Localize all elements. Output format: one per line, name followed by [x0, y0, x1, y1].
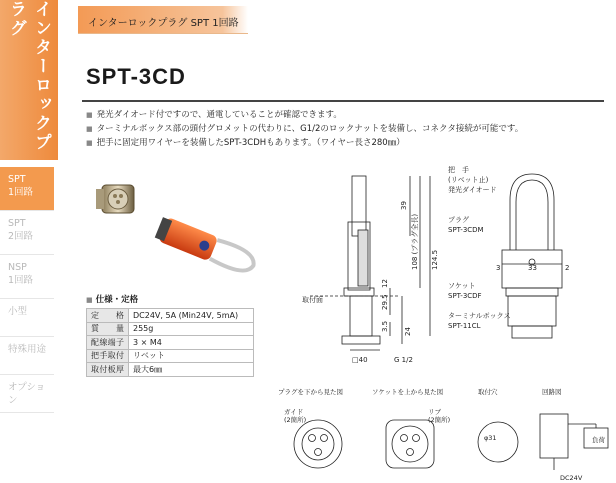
svg-text:把 手: 把 手 [448, 166, 469, 174]
spec-section-title: ■ 仕様・定格 [86, 293, 138, 305]
svg-text:回路図: 回路図 [542, 388, 562, 396]
svg-text:(2箇所): (2箇所) [284, 416, 307, 424]
model-title: SPT-3CD [86, 64, 186, 89]
svg-text:DC24V: DC24V [560, 474, 583, 482]
feature-item: ■ 把手に固定用ワイヤーを装備したSPT-3CDHもあります。（ワイヤー長さ280㎜） [86, 136, 523, 150]
category-vertical-banner [0, 0, 58, 160]
svg-text:33: 33 [528, 264, 537, 272]
technical-drawing [270, 160, 610, 370]
svg-text:□40: □40 [352, 356, 368, 364]
title-divider [82, 100, 604, 102]
feature-item: ■ 発光ダイオード付ですので、通電していることが確認できます。 [86, 108, 523, 122]
svg-text:3: 3 [496, 264, 501, 272]
svg-text:(2箇所): (2箇所) [428, 416, 451, 424]
nav-item-small[interactable]: 小型 [0, 299, 54, 337]
table-row: 取付板厚 最大6㎜ [87, 363, 254, 377]
svg-text:取付面: 取付面 [302, 296, 323, 304]
svg-text:ターミナルボックス: ターミナルボックス [448, 312, 511, 320]
svg-text:SPT-3CDM: SPT-3CDM [448, 226, 484, 234]
table-row: 配線端子 3 × M4 [87, 336, 254, 350]
product-photo [90, 165, 270, 280]
category-vertical-title: インターロックプラグ [6, 0, 51, 152]
svg-text:リブ: リブ [428, 408, 441, 416]
table-row: 把手取付 リベット [87, 349, 254, 363]
drawing-labels [302, 165, 569, 364]
nav-item-option[interactable]: オプション [0, 375, 54, 413]
svg-text:φ31: φ31 [484, 434, 497, 442]
nav-item-special[interactable]: 特殊用途 [0, 337, 54, 375]
svg-text:プラグ: プラグ [448, 216, 469, 224]
svg-text:12: 12 [381, 279, 389, 288]
table-row: 質量 255g [87, 322, 254, 336]
nav-item-spt-1[interactable]: SPT 1回路 [0, 167, 54, 211]
svg-text:ソケット: ソケット [448, 282, 476, 290]
side-navigation [0, 167, 58, 413]
svg-text:39: 39 [400, 201, 408, 210]
header-bar-title: インターロックプラグ SPT 1回路 [88, 18, 239, 29]
svg-text:108 (プラグ全長): 108 (プラグ全長) [411, 213, 419, 270]
svg-text:発光ダイオード: 発光ダイオード [448, 186, 497, 194]
svg-text:124.5: 124.5 [431, 249, 439, 270]
table-row: 定格 DC24V, 5A (Min24V, 5mA) [87, 309, 254, 323]
svg-text:負荷: 負荷 [592, 436, 605, 444]
svg-text:2: 2 [565, 264, 570, 272]
svg-text:ソケットを上から見た図: ソケットを上から見た図 [372, 388, 444, 396]
svg-text:ガイド: ガイド [284, 408, 304, 416]
svg-text:プラグを下から見た図: プラグを下から見た図 [278, 388, 343, 396]
feature-item: ■ ターミナルボックス部の頭付グロメットの代わりに、G1/2のロックナットを装備し、コネクタ接続が可能です。 [86, 122, 523, 136]
svg-text:SPT-3CDF: SPT-3CDF [448, 292, 482, 300]
svg-text:G 1/2: G 1/2 [394, 356, 413, 364]
feature-list [86, 108, 523, 150]
svg-text:取付穴: 取付穴 [478, 388, 498, 396]
svg-text:24: 24 [404, 327, 412, 336]
svg-text:29.5: 29.5 [381, 294, 389, 310]
nav-item-spt-2[interactable]: SPT 2回路 [0, 211, 54, 255]
header-bar [78, 6, 248, 34]
spec-table [86, 308, 254, 377]
svg-text:SPT-11CL: SPT-11CL [448, 322, 481, 330]
svg-text:(リベット止): (リベット止) [448, 176, 489, 184]
bottom-views [270, 384, 616, 483]
svg-text:3.5: 3.5 [381, 320, 389, 332]
nav-item-nsp-1[interactable]: NSP 1回路 [0, 255, 54, 299]
